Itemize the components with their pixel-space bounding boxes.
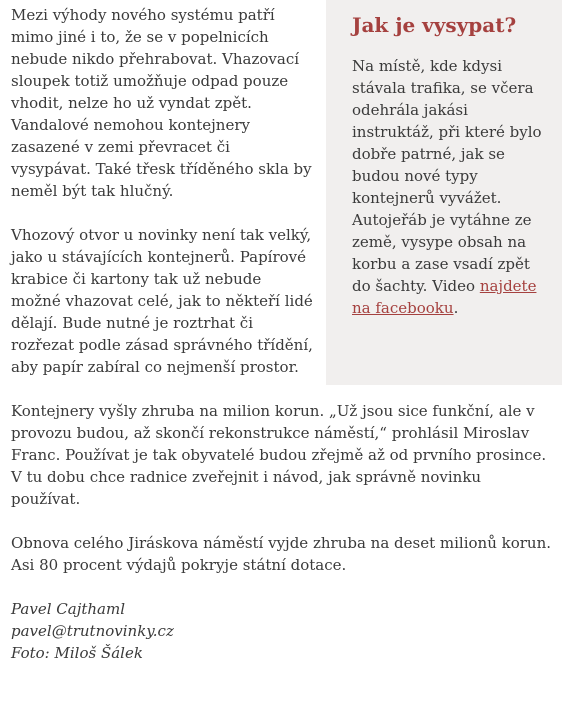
author-email[interactable]: pavel@trutnovinky.cz (11, 622, 174, 640)
article-paragraph-4: Obnova celého Jiráskova náměstí vyjde zhruba na deset milionů korun. Asi 80 procent výdajů pokryje státní dotace. (11, 534, 551, 574)
info-box-text (352, 55, 548, 319)
facebook-link[interactable]: najdete na facebooku (352, 277, 537, 317)
info-box-body: Na místě, kde kdysi stávala trafika, se včera odehrála jakási instruktáž, při které bylo dobře patrné, jak se budou nové typy kontejnerů vyvážet. Autojeřáb je vytáhne ze země, vysype obsah na korbu a zase vsadí zpět do šachty. Video (352, 57, 542, 295)
info-box-end: . (453, 299, 459, 317)
info-box-title: Jak je vysypat? (352, 13, 517, 37)
article (11, 4, 551, 664)
info-box (326, 0, 562, 385)
article-paragraph-3: Kontejnery vyšly zhruba na milion korun. „Už jsou sice funkční, ale v provozu budou, až skončí rekonstrukce náměstí,“ prohlásil Miroslav Franc. Používat je tak obyvatelé budou zřejmě až od prvního prosince. V tu dobu chce radnice zveřejnit i návod, jak správně novinku používat. (11, 402, 547, 508)
signature (11, 598, 551, 664)
article-paragraph-1: Mezi výhody nového systému patří mimo jiné i to, že se v popelnicích nebude nikdo přehrabovat. Vhazovací sloupek totiž umožňuje odpad pouze vhodit, nelze ho už vyndat zpět. Vandalové nemohou kontejnery zasazené v zemi převracet či vysypávat. Také třesk tříděného skla by neměl být tak hlučný. (11, 6, 312, 200)
photo-credit: Foto: Miloš Šálek (11, 644, 143, 662)
article-paragraph-2: Vhozový otvor u novinky není tak velký, jako u stávajících kontejnerů. Papírové krabice či kartony tak už nebude možné vhazovat celé, jak to někteří lidé dělají. Bude nutné je roztrhat či rozřezat podle zásad správného třídění, aby papír zabíral co nejmenší prostor. (11, 226, 313, 376)
author-name: Pavel Cajthaml (11, 600, 126, 618)
